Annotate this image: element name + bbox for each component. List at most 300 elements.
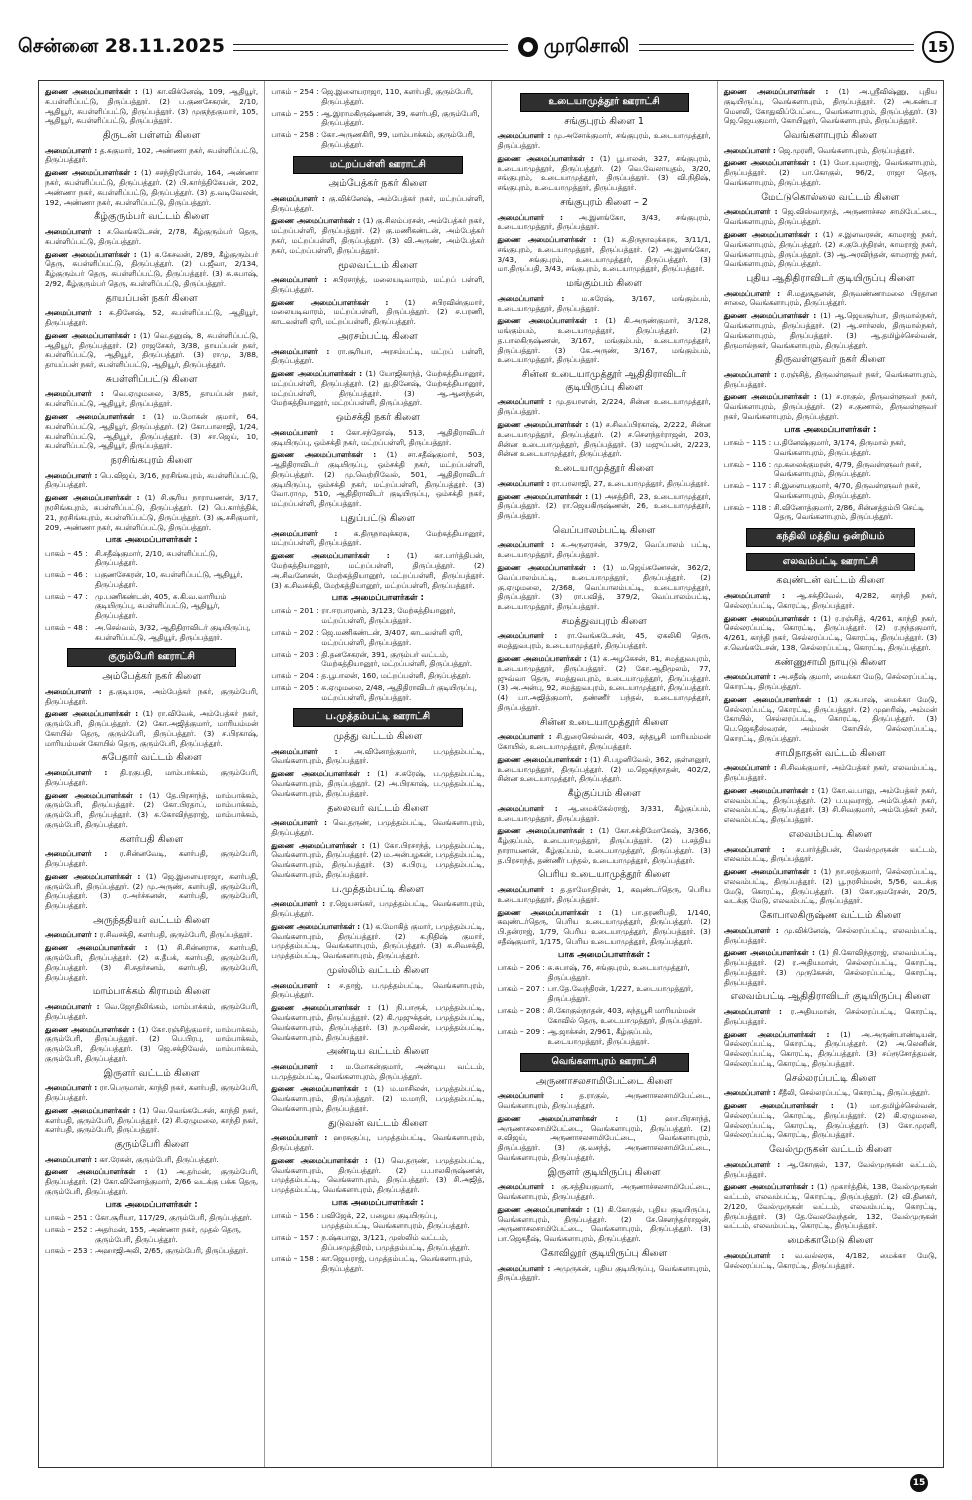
role-label: துணை அமைப்பாளர்கள் : [723, 1029, 830, 1039]
member-entry [724, 392, 937, 421]
member-entry [724, 867, 937, 906]
branch-heading: சுபள்ளிப்பட்டு கிளை [105, 373, 198, 385]
member-entry [45, 1167, 258, 1196]
part-number: பாகம் – 208 : [497, 1005, 545, 1015]
member-details: ரா.பாலாஜி, 27, உடையாமுத்தூர், திருப்பத்தூர். [551, 478, 710, 488]
paper-logo [508, 35, 640, 60]
part-details: சு.சுபாஷ், 76, சங்குபுரம், உடையாமுத்தூர், திருப்பத்தூர். [547, 962, 690, 982]
part-entry [45, 570, 258, 590]
subheading: பாக அமைப்பாளர்கள் : [105, 535, 198, 546]
branch-heading: அம்பேத்கர் நகர் கிளை [328, 178, 428, 190]
member-entry [724, 845, 937, 865]
member-details: மு.விக்னேஷ், செல்லரப்பட்டி, எலவம்பட்டி, திருப்பத்தூர். [723, 925, 937, 945]
branch-heading: களர்பதி கிளை [119, 833, 184, 845]
member-entry [724, 786, 937, 825]
member-entry [724, 672, 937, 692]
branch-heading: மேட்டுகொல்லை வட்டம் கிளை [761, 191, 900, 203]
member-details: ஆ.மைக்கேல்ராஜ், 3/331, கீழ்குப்பம், உடையாமுத்தூர், திருப்பத்தூர். [497, 803, 711, 823]
role-label: துணை அமைப்பாளர்கள் : [45, 871, 141, 881]
role-label: அமைப்பாளர் : [45, 308, 102, 318]
part-number: பாகம் – 251 : [45, 1212, 93, 1222]
role-label: துணை அமைப்பாளர்கள் : [497, 316, 598, 326]
member-entry [45, 308, 258, 328]
member-details: மு.தயாளன், 2/224, சின்ன உடையாமுத்தூர், திருப்பத்தூர். [497, 397, 711, 417]
member-entry [724, 1251, 937, 1271]
part-entry [724, 460, 937, 480]
role-label: அமைப்பாளர் : [45, 1154, 98, 1164]
member-entry [45, 943, 258, 982]
member-details: ரா.சூரியா, அரசம்பட்டி, மட்றப் பள்ளி, திருப்பத்தூர். [271, 346, 485, 366]
branch-heading: கீழ்குரும்பர் வட்டம் கிளை [94, 211, 210, 223]
role-label: அமைப்பாளர் : [271, 275, 327, 285]
member-details: (1) ஜெ.இளையராஜா, களர்பதி, குரும்பேரி, திருப்பத்தூர். (2) மு.அருண், களர்பதி, குரும்பேரி, திருப்பத்தூர். (3) ர.அர்ச்சுனன், களர்பதி, குரும்பேரி, திருப்பத்தூர். [45, 871, 259, 911]
part-entry [271, 1254, 484, 1274]
part-details: அதர்மன், 155, அண்ணா நகர், முதல் தெரு, குரும்பேரி, திருப்பத்தூர். [95, 1224, 242, 1244]
role-label: துணை அமைப்பாளர்கள் : [497, 907, 602, 917]
member-details: (1) கு.சிலம்பரசன், அம்பேத்கர் நகர், மட்றப்பள்ளி, திருப்பத்தூர். (2) கு.மணிகண்டன், அம்பேத்கர் நகர், மட்றப்பள்ளி, திருப்பத்தூர். (3) வி.அருண், அம்பேத்கர் நகர், மட்றப்பள்ளி, திருப்பத்தூர். [271, 216, 485, 255]
member-details: (1) கி.அருண்குமார், 3/128, மங்கும்பம், உடையாமுத்தூர், திருப்பத்தூர். (2) த.பாலகிருஷ்ணன், 3/167, மங்கும்பம், உடையாமுத்தூர், திருப்பத்தூர். (3) கே.அருண், 3/167, மங்கும்பம், உடையாமுத்தூர், திருப்பத்தூர். [497, 316, 711, 365]
branch-heading: வெங்களாபுரம் கிளை [783, 130, 878, 142]
part-number: பாகம் – 157 : [271, 1232, 319, 1242]
role-label: துணை அமைப்பாளர்கள் : [723, 1101, 834, 1111]
role-label: அமைப்பாளர் : [271, 193, 325, 203]
part-entry [498, 984, 711, 1004]
member-details: சி.துரைசெல்வன், 403, சுந்தபூசி மாரியம்மன் கோயில், உடையாமுத்தூர், திருப்பத்தூர். [497, 732, 711, 752]
part-entry [724, 481, 937, 501]
member-entry [498, 732, 711, 752]
role-label: அமைப்பாளர் : [45, 389, 104, 399]
role-label: அமைப்பாளர் : [723, 145, 776, 155]
member-entry [271, 1133, 484, 1153]
part-entry [45, 592, 258, 621]
part-details: ப.தினேஷ்குமார், 3/174, திருமால் நகர், வெங்களாபுரம், திருப்பத்தூர். [773, 437, 907, 457]
member-details: (1) சபிரவின்குமார், மலையடிவாரம், மட்றப்பள்ளி, திருப்பத்தூர். (2) ச.பரணி, காடவள்ளி ஏரி, மட்றப்பள்ளி, திருப்பத்தூர். [271, 297, 485, 327]
role-label: அமைப்பாளர் : [271, 346, 330, 356]
part-entry [498, 1027, 711, 1047]
member-details: (1) கோ.பிரசாந்த், பமுத்தம்பட்டி, வெங்களாபுரம், திருப்பத்தூர். (2) ம.அன்பழகன், பமுத்தம்பட்டி, வெங்களாபுரம், திருப்பத்தூர். (3) சு.பிரபு, பமுத்தம்பட்டி, வெங்களாபுரம், திருப்பத்தூர். [271, 840, 485, 879]
member-entry [498, 1091, 711, 1111]
member-details: ர.அதியமான், செல்லரப்பட்டி, கொரட்டி, திருப்பத்தூர். [723, 1007, 937, 1026]
member-entry [498, 631, 711, 651]
member-entry [498, 1205, 711, 1244]
role-label: அமைப்பாளர் : [271, 818, 327, 828]
member-details: (1) க.திருநாவுக்கரசு, 3/11/1, சங்குபுரம், உடையாமுத்தூர், திருப்பத்தூர். (2) அ.இளங்கோ, 3/43, சங்குபுரம், உடையாமுத்தூர், திருப்பத்தூர். (3) மா.திருப்பதி, 3/43, சங்குபுரம், உடையாமுத்தூர், திருப்பத்தூர். [497, 235, 711, 274]
role-label: அமைப்பாளர் : [45, 686, 102, 696]
part-details: அஹாஜிஅலி, 2/65, குரும்பேரி, திருப்பத்தூர். [95, 1246, 249, 1256]
part-number: பாகம் – 203 : [271, 649, 319, 659]
member-details: (1) சா.சதீஷ்குமார், 503, ஆதிதிராவிடர் குடியிருப்பு, ஒம்சக்தி நகர், மட்றப்பள்ளி, திருப்பத்தூர். (2) மு.வெற்றிவேல், 501, ஆதிதிராவிடர் குடியிருப்பு, ஒம்சக்தி நகர், மட்றப்பள்ளி, திருப்பத்தூர். (3) வோ.ராமு, 510, ஆதிதிராவிடர் குடியிருப்பு, ஒம்சக்தி நகர், மட்றப்பள்ளி, திருப்பத்தூர். [271, 450, 485, 509]
role-label: துணை அமைப்பாளர்கள் : [45, 168, 138, 178]
branch-heading: ஒம்சக்தி நகர் கிளை [335, 412, 420, 424]
part-number: பாகம் – 118 : [723, 502, 772, 512]
part-details: பகுணசேகரன், 10, சுபள்ளிப்பட்டு, ஆதியூர், திருப்பத்தூர். [95, 570, 243, 589]
member-entry [498, 213, 711, 233]
part-number: பாகம் – 46 : [45, 570, 88, 580]
part-number: பாகம் – 207 : [497, 984, 545, 994]
member-entry [271, 1003, 484, 1042]
member-details: சு.தினேஷ், 52, சுபள்ளிப்பட்டு, ஆதியூர், திருப்பத்தூர். [45, 308, 259, 327]
part-details: சி.சதீஷ்குமார், 2/10, சுபள்ளிப்பட்டு, திருப்பத்தூர். [95, 548, 218, 568]
member-details: ச.பார்த்திபன், வேல்முருகன் வட்டம், எலவம்பட்டி, திருப்பத்தூர். [723, 844, 937, 864]
member-entry [724, 87, 937, 126]
role-label: துணை அமைப்பாளர்கள் : [723, 613, 817, 623]
branch-heading: எலவம்பட்டி கிளை [788, 828, 873, 840]
member-entry [45, 471, 258, 491]
member-entry [271, 981, 484, 1001]
branch-heading: புதுப்பட்டு கிளை [340, 513, 416, 525]
section-banner: உடையாமுத்தூர் ஊராட்சி [520, 93, 689, 112]
masthead [18, 30, 954, 64]
role-label: துணை அமைப்பாளர்கள் : [497, 420, 589, 430]
member-details: (1) சி.சூரிய நாராயணன், 3/17, நரசிங்கபுரம், சுபள்ளிப்பட்டு, திருப்பத்தூர். (2) பெ.கார்த்திக், 21, நரசிங்கபுரம், சுபள்ளிப்பட்டு, திருப்பத்தூர். (3) சூ.சசிகுமார், 209, அண்ணா நகர், சுபள்ளிப்பட்டு, திருப்பத்தூர். [45, 493, 259, 532]
role-label: அமைப்பாளர் : [497, 1263, 551, 1273]
member-entry [45, 1002, 258, 1022]
branch-heading: மாம்பாக்கம் கிராமம் கிளை [92, 986, 211, 998]
part-details: தி.தனசேகரன், 391, குரும்பர் வட்டம், மேற்கத்தியானூர், மட்றப்பள்ளி, திருப்பத்தூர். [321, 649, 473, 669]
member-entry [271, 529, 484, 549]
member-details: ர.சிவசக்தி, களர்பதி, குரும்பேரி, திருப்பத்தூர். [99, 930, 253, 940]
role-label: துணை அமைப்பாளர்கள் : [45, 943, 148, 953]
role-label: அமைப்பாளர் : [45, 930, 98, 940]
section-banner: ப.முத்தம்பட்டி ஊராட்சி [293, 708, 462, 727]
role-label: அமைப்பாளர் : [723, 288, 781, 298]
role-label: துணை அமைப்பாளர்கள் : [271, 840, 365, 850]
branch-heading: அம்பேத்கர் நகர் கிளை [102, 671, 201, 683]
member-entry [271, 841, 484, 880]
role-label: துணை அமைப்பாளர்கள் : [271, 769, 370, 779]
member-details: கு.விக்னேஷ், அம்பேத்கர் நகர், மட்றப்பள்ளி, திருப்பத்தூர். [271, 193, 485, 213]
member-entry [45, 87, 258, 126]
member-entry [271, 194, 484, 214]
member-details: த.ராகுல், அருணாசலசாமிபேட்டை, வெங்களாபுரம், திருப்பத்தூர். [497, 1091, 711, 1110]
member-details: ர.ரஞ்சித், திருவள்ளுவர் நகர், வெங்களாபுரம், திருப்பத்தூர். [723, 369, 938, 389]
branch-heading: அண்டிய வட்டம் கிளை [326, 1046, 430, 1058]
member-entry [498, 563, 711, 612]
member-details: ர.ஜெயசங்கர், பமுத்தம்பட்டி, வெங்களாபுரம், திருப்பத்தூர். [271, 899, 485, 919]
role-label: அமைப்பாளர் : [723, 369, 778, 379]
member-entry [45, 227, 258, 247]
member-entry [45, 389, 258, 409]
member-details: (1) சி.சின்னராசு, களர்பதி, குரும்பேரி, திருப்பத்தூர். (2) க.தீபக், களர்பதி, குரும்பேரி, திருப்பத்தூர். (3) சி.சுதர்சனம், களர்பதி, குரும்பேரி, திருப்பத்தூர். [45, 943, 259, 982]
role-label: அமைப்பாளர் : [497, 478, 550, 488]
part-entry [45, 1246, 258, 1256]
member-entry [271, 818, 484, 838]
part-entry [498, 963, 711, 983]
member-details: வெ.ஏழுமலை, 3/85, தாயப்பன் நகர், சுபள்ளிப்பட்டு, ஆதியூர், திருப்பத்தூர். [45, 389, 259, 409]
member-details: (1) அ.ஸ்ரீவிஷ்ணு, புதிய குடியிருப்பு, வெங்களாபுரம், திருப்பத்தூர். (2) அ.கண்டர மௌலி, கோதுவிப்பேட்டை, வெங்களாபுரம், திருப்பத்தூர். (3) ஜெ.ஜெயகுமார், கோயிலூர், வெங்களாபுரம், திருப்பத்தூர். [723, 87, 937, 126]
member-details: வெ.ஜோதிலிங்கம், மாம்பாக்கம், குரும்பேரி, திருப்பத்தூர். [45, 1001, 259, 1021]
member-details: வெ.தருண், பமுத்தம்பட்டி, வெங்களாபுரம், திருப்பத்தூர். [271, 818, 485, 837]
role-label: அமைப்பாளர் : [271, 528, 338, 538]
member-entry [271, 747, 484, 767]
role-label: அமைப்பாளர் : [45, 226, 101, 236]
part-number: பாகம் – 253 : [45, 1246, 93, 1256]
part-details: த.பூபாலன், 160, மட்றப்பள்ளி, திருப்பத்தூர். [321, 671, 471, 681]
role-label: துணை அமைப்பாளர்கள் : [45, 709, 139, 719]
part-number: பாகம் – 117 : [723, 481, 772, 491]
role-label: அமைப்பாளர் : [45, 849, 108, 859]
member-details: பெ.விஜய், 3/16, நரசிங்கபுரம், சுபள்ளிப்பட்டு, திருப்பத்தூர். [45, 470, 259, 490]
member-details: ம.மோகன்குமார், அண்டிய வட்டம், ப.முத்தம்பட்டி, வெங்களாபுரம், திருப்பத்தூர். [271, 1061, 485, 1081]
part-details: ஜெ.மணிகண்டன், 3/407, காடவள்ளி ஏரி, மட்றப்பள்ளி, திருப்பத்தூர். [321, 628, 463, 647]
part-number: பாகம் – 115 : [723, 437, 772, 447]
member-entry [271, 428, 484, 448]
member-details: ஹரசுகுப்பு, பமுத்தம்பட்டி, வெங்களாபுரம், திருப்பத்தூர். [271, 1133, 485, 1153]
member-details: (1) ச.ராகுல், திருவள்ளுவர் நகர், வெங்களாபுரம், திருப்பத்தூர். (2) ச.குணால், திருவள்ளுவர் நகர், வெங்களாபுரம், திருப்பத்தூர். [723, 392, 937, 421]
column-1 [39, 81, 265, 1467]
role-label: துணை அமைப்பாளர்கள் : [271, 297, 389, 307]
role-label: துணை அமைப்பாளர்கள் : [497, 1204, 590, 1214]
part-entry [271, 130, 484, 150]
part-number: பாகம் – 204 : [271, 671, 319, 681]
branch-heading: நரசிங்கபுரம் கிளை [110, 455, 193, 467]
member-details: (1) கி.கோகுல், புதிய குடியிருப்பு, வெங்களாபுரம், திருப்பத்தூர். (2) சே.சௌந்தர்ராஜன், அருணாசலசாமிபேட்டை, வெங்களாபுரம், திருப்பத்தூர். (3) பா.ஜெகதீஷ், வெங்களாபுரம், திருப்பத்தூர். [497, 1204, 711, 1244]
part-details: ரா.ஈரபாரனம், 3/123, மேற்கத்தியானூர், மட்றப்பள்ளி, திருப்பத்தூர். [321, 606, 456, 626]
member-details: (1) முகார்த்திக், 138, வேல்முருகன் வட்டம், எலவம்பட்டி, கொரட்டி, திருப்பத்தூர். (2) வி.தினகர், 2/120, வேல்முருகன் வட்டம், எலவம்பட்டி, கொரட்டி, திருப்பத்தூர். (3) தே.வேலவேந்தன், 132, வேல்முருகன் வட்டம், எலவம்பட்டி, கொரட்டி, திருப்பத்தூர். [723, 1182, 937, 1231]
member-details: (1) பூபாலன், 327, சங்குபுரம், உடையாமுத்தூர், திருப்பத்தூர். (2) வெ.வேலாயுதம், 3/20, சங்குபுரம், உடையாமுத்தூர், திருப்பத்தூர். (3) வி.நிதிஷ், சங்குபுரம், உடையாமுத்தூர், திருப்பத்தூர். [497, 153, 711, 193]
branch-heading: சாமிநாதன் வட்டம் கிளை [775, 747, 886, 759]
role-label: துணை அமைப்பாளர்கள் : [723, 392, 817, 402]
member-entry [271, 899, 484, 919]
member-entry [724, 158, 937, 187]
role-label: துணை அமைப்பாளர்கள் : [45, 790, 143, 800]
role-label: துணை அமைப்பாளர்கள் : [723, 948, 815, 958]
branch-heading: அருந்ததியர் வட்டம் கிளை [93, 914, 211, 926]
member-entry [271, 1084, 484, 1113]
role-label: அமைப்பாளர் : [497, 884, 554, 894]
member-details: (1) நி.கோவிந்தராஜ், எலவம்பட்டி, திருப்பத்தூர். (2) ர.அதியமான், செல்லரப்பட்டி, கொரட்டி, திருப்பத்தூர். (3) முருகேசன், செல்லரப்பட்டி, கொரட்டி, திருப்பத்தூர். [723, 948, 937, 987]
role-label: துணை அமைப்பாளர்கள் : [723, 867, 817, 877]
branch-heading: புதிய ஆதிதிராவிடர் குடியிருப்பு கிளை [746, 273, 915, 285]
subheading: பாக அமைப்பாளர்கள் : [784, 424, 877, 435]
role-label: அமைப்பாளர் : [271, 1133, 328, 1143]
footer-page-number: 15 [910, 1474, 928, 1492]
member-entry [498, 492, 711, 521]
member-entry [45, 1025, 258, 1064]
part-details: சி.வினோத்குமார், 2/86, சின்னத்தம்பி செட்டி தெரு, வெங்களாபுரம், திருப்பத்தூர். [773, 502, 924, 522]
member-details: த.தாமோதிரன், 1, கவுண்டர்தெரு, பெரிய உடையாமுத்தூர், திருப்பத்தூர். [497, 884, 711, 904]
member-entry [271, 922, 484, 961]
part-number: பாகம் – 205 : [271, 682, 319, 692]
branch-heading: சின்ன உடையாமுத்தூர் கிளை [539, 716, 669, 728]
branch-heading: வேல்முருகன் வட்டம் கிளை [768, 1144, 892, 1156]
edition-date: சென்னை 28.11.2025 [18, 34, 225, 57]
role-label: அமைப்பாளர் : [497, 1091, 564, 1101]
member-details: ஜெ.விஸ்வாநாத், அருணாச்சல சாமிபேட்டை, வெங்களாபுரம், திருப்பத்தூர். [723, 207, 937, 227]
member-entry [724, 146, 937, 156]
member-details: ரா.பெருமாள், காந்தி நகர், களர்பதி, குரும்பேரி, திருப்பத்தூர். [45, 1083, 259, 1102]
part-details: பவிஜேக், 22, பழைய குடியிருப்பு, பமுத்தம்பட்டி, வெங்களாபுரம், திருப்பத்தூர். [321, 1211, 470, 1230]
role-label: துணை அமைப்பாளர்கள் : [45, 249, 137, 259]
part-entry [271, 683, 484, 703]
role-label: அமைப்பாளர் : [271, 980, 331, 990]
part-details: கோ.சூரியா, 117/29, குரும்பேரி, திருப்பத்தூர். [95, 1212, 252, 1222]
member-entry [724, 1088, 937, 1098]
member-details: (1) மோ.யுவராஜ், வெங்களாபுரம், திருப்பத்தூர். (2) பா.கோகுல், 96/2, ராஜா தெரு, வெங்களாபுரம், திருப்பத்தூர். [723, 158, 937, 188]
part-details: அ.செல்வம், 3/32, ஆதிதிராவிடர் குடியிருப்பு, சுபள்ளிப்பட்டு, ஆதியூர், திருப்பத்தூர். [95, 622, 251, 642]
member-details: (1) கு.சுபாஷ், மைக்கா மேடு, செல்லரப்பட்டி, கொரட்டி, திருப்பத்தூர். (2) முஹரிஷ், அம்மன் கோயில், செல்லரப்பட்டி, கொரட்டி, திருப்பத்தூர். (3) பெ.ஜெகதீஸ்வரன், அம்மன் கோயில், செல்லரப்பட்டி, கொரட்டி, திருப்பத்தூர். [723, 694, 937, 743]
member-details: (1) கோ.வ.பாலு, அம்பேத்கர் நகர், எலவம்பட்டி, திருப்பத்தூர். (2) ப.யுவராஜ், அம்பேத்கர் நகர், எலவம்பட்டி, திருப்பத்தூர். (3) சி.சிவகுமார், அம்பேத்கர் நகர், எலவம்பட்டி, திருப்பத்தூர். [723, 785, 937, 825]
member-entry [271, 769, 484, 798]
member-entry [271, 298, 484, 327]
part-number: பாகம் – 116 : [723, 459, 772, 469]
member-entry [498, 316, 711, 365]
member-entry [498, 235, 711, 274]
branch-heading: சுபேதார் வட்டம் கிளை [101, 752, 202, 764]
part-number: பாகம் – 258 : [271, 130, 319, 140]
part-details: ஆ.ஜாக்சன், 2/961, கீழ்குப்பம், உடையாமுத்தூர், திருப்பத்தூர். [547, 1027, 653, 1047]
role-label: அமைப்பாளர் : [45, 767, 108, 777]
branch-heading: சங்குபுரம் கிளை – 2 [560, 196, 648, 208]
role-label: அமைப்பாளர் : [45, 470, 98, 480]
part-details: ஆ.இராமகிருஷ்ணன், 39, களர்பதி, குரும்பேரி, திருப்பத்தூர். [321, 108, 480, 128]
branch-heading: கண்ணுசாமி நாயுடு கிளை [774, 656, 886, 668]
branch-heading: சின்ன உடையாமுத்தூர் ஆதிதிராவிடர் குடியிருப்பு கிளை [521, 369, 687, 393]
member-details: (1) கோ.ரஞ்சித்குமார், மாம்பாக்கம், குரும்பேரி, திருப்பத்தூர். (2) பெ.பிரபு, மாம்பாக்கம், குரும்பேரி, திருப்பத்தூர். (3) ஜெ.சக்திவேல், மாம்பாக்கம், குரும்பேரி, திருப்பத்தூர். [45, 1024, 259, 1063]
part-details: கா.ஜெயராஜ், பமுத்தம்பட்டி, வெங்களாபுரம், திருப்பத்தூர். [321, 1254, 473, 1274]
part-number: பாகம் – 255 : [271, 108, 319, 118]
role-label: துணை அமைப்பாளர்கள் : [723, 87, 829, 96]
role-label: அமைப்பாளர் : [723, 844, 785, 854]
member-details: கு.சத்தியகுமார், அருணாச்சலசாமிபேட்டை, வெங்களாபுரம், திருப்பத்தூர். [497, 1182, 711, 1202]
subheading: பாக அமைப்பாளர்கள் : [558, 949, 651, 960]
member-details: (1) ம.ஜெய்கணேசன், 362/2, வெப்பாலம்பட்டி, உடையாமுத்தூர், திருப்பத்தூர். (2) கு.ஏழுமலை, 2/368, வெப்பாலம்பட்டி, உடையாமுத்தூர், திருப்பத்தூர். (3) ரா.பவித், 379/2, வெப்பாலம்பட்டி, உடையாமுத்தூர், திருப்பத்தூர். [497, 562, 711, 612]
role-label: அமைப்பாளர் : [723, 1088, 776, 1098]
role-label: துணை அமைப்பாளர்கள் : [497, 654, 587, 663]
member-details: ச.தாஜ், ப.முத்தம்பட்டி, வெங்களாபுரம், திருப்பத்தூர். [271, 980, 485, 1000]
page-number-badge: 15 [922, 31, 954, 63]
branch-heading: அரசம்பட்டி கிளை [338, 330, 418, 342]
member-entry [45, 146, 258, 166]
section-banner: மட்றப்பள்ளி ஊராட்சி [293, 156, 462, 175]
role-label: துணை அமைப்பாளர்கள் : [497, 826, 593, 836]
role-label: துணை அமைப்பாளர்கள் : [723, 785, 815, 795]
role-label: துணை அமைப்பாளர்கள் : [723, 311, 817, 321]
role-label: துணை அமைப்பாளர்கள் : [45, 87, 138, 96]
member-details: சீதீலி, செல்லரப்பட்டி, கொரட்டி, திருப்பத்தூர். [778, 1088, 931, 1098]
part-entry [271, 671, 484, 681]
member-entry [498, 420, 711, 459]
role-label: துணை அமைப்பாளர்கள் : [497, 754, 588, 764]
member-details: (1) மா.தமிழ்ச்செல்வன், செல்லரப்பட்டி, கொரட்டி, திருப்பத்தூர். (2) கி.ஏழுமலை, செல்லரப்பட்டி, கொரட்டி, திருப்பத்தூர். (3) கோ.முரளி, செல்லரப்பட்டி, கொரட்டி, திருப்பத்தூர். [723, 1101, 937, 1140]
subheading: பாக அமைப்பாளர்கள் : [331, 593, 424, 604]
masthead-rule-left [233, 44, 508, 51]
member-details: (1) நா.சரத்குமார், செல்லரப்பட்டி, எலவம்பட்டி, திருப்பத்தூர். (2) பூ.நரசிம்மன், 5/56, வடக்கு மேடு, கொரட்டி, திருப்பத்தூர். (3) கோ.குமரேசன், 20/5, வடக்கு மேடு, எலவம்பட்டி, திருப்பத்தூர். [723, 867, 937, 906]
section-banner: வெங்களாபுரம் ஊராட்சி [520, 1053, 689, 1072]
member-details: (1) சசந்திரபோஸ், 164, அண்ணா நகர், சுபள்ளிப்பட்டு, திருப்பத்தூர். (2) பி.கார்த்திகேயன், 202, அண்ணா நகர், சுபள்ளிப்பட்டு, திருப்பத்தூர். (3) த.வடிவேலன், 192, அண்ணா நகர், சுபள்ளிப்பட்டு, திருப்பத்தூர். [45, 168, 259, 207]
member-details: சபிரசாந்த், மலையடிவாரம், மட்றப் பள்ளி, திருப்பத்தூர். [271, 275, 485, 294]
column-2 [265, 81, 491, 1467]
member-details: (1) பா.தரணிபதி, 1/140, கவுண்டர்தெரு, பெரிய உடையாமுத்தூர், திருப்பத்தூர். (2) பி.தன்ராஜ், 1/79, பெரிய உடையாமுத்தூர், திருப்பத்தூர். (3) சதீஷ்குமார், 1/175, பெரிய உடையாமுத்தூர், திருப்பத்தூர். [497, 907, 711, 946]
member-details: (1) ச.சுரேஷ், ப.முத்தம்பட்டி, வெங்களாபுரம், திருப்பத்தூர். (2) அ.பிரகாஷ், ப.முத்தம்பட்டி, வெங்களாபுரம், திருப்பத்தூர். [271, 769, 485, 798]
member-details: (1) தே.பிரசாந்த், மாம்பாக்கம், குரும்பேரி, திருப்பத்தூர். (2) கோ.பிரதாப், மாம்பாக்கம், குரும்பேரி, திருப்பத்தூர். (3) சு.கோவிந்தராஜ், மாம்பாக்கம், குரும்பேரி, திருப்பத்தூர். [45, 790, 259, 829]
branch-heading: மைக்காமேடு கிளை [787, 1235, 874, 1247]
role-label: துணை அமைப்பாளர்கள் : [271, 369, 363, 379]
column-3 [492, 81, 718, 1467]
member-entry [45, 412, 258, 451]
column-4 [718, 81, 943, 1467]
member-entry [271, 450, 484, 509]
role-label: அமைப்பாளர் : [723, 591, 785, 601]
part-entry [271, 87, 484, 107]
member-entry [271, 1156, 484, 1195]
member-details: ரா.வேங்கடேசன், 45, ஏகலிகி தெரு, சமத்துவபுரம், உடையாமுத்தூர், திருப்பத்தூர். [497, 631, 711, 651]
branch-heading: சமத்துவபுரம் கிளை [561, 615, 647, 627]
branch-heading: இருளர் குடியிருப்பு கிளை [547, 1166, 661, 1178]
member-details: கோ.சந்தோஷ், 513, ஆதிதிராவிடர் குடியிருப்பு, ஒம்சக்தி நகர், மட்றப்பள்ளி, திருப்பத்தூர். [271, 427, 485, 447]
role-label: அமைப்பாளர் : [45, 1083, 98, 1093]
role-label: அமைப்பாளர் : [723, 1159, 781, 1169]
part-number: பாகம் – 156 : [271, 1211, 319, 1221]
member-entry [498, 294, 711, 314]
branch-heading: குரும்பேரி கிளை [114, 1139, 189, 1151]
branch-heading: உடையாமுத்தூர் கிளை [554, 463, 654, 475]
part-entry [271, 650, 484, 670]
role-label: அமைப்பாளர் : [497, 397, 552, 407]
member-details: (1) ரா.விவேக், அம்பேத்கர் நகர், குரும்பேரி, திருப்பத்தூர். (2) கோ.அஜித்குமார், மாரியம்மன் கோயில் தெரு, குரும்பேரி, திருப்பத்தூர். (3) ச.பிரகாஷ், மாரியம்மன் கோயில் தெரு, குரும்பேரி, திருப்பத்தூர். [45, 709, 259, 748]
branch-heading: முஸ்லிம் வட்டம் கிளை [326, 965, 430, 977]
member-entry [45, 709, 258, 748]
member-details: அ.சதீஷ் குமார், மைக்கா மேடு, செல்லரப்பட்டி, கொரட்டி, திருப்பத்தூர். [723, 672, 937, 692]
part-details: சி.கோகுல்நாதன், 403, சுந்தபூசி மாரியம்மன் கோவில் தெரு, உடையாமுத்தூர், திருப்பத்தூர். [547, 1005, 703, 1025]
member-details: த.சுகுமார், 102, அண்ணா நகர், சுபள்ளிப்பட்டு, திருப்பத்தூர். [45, 145, 259, 165]
member-details: அ.வினோத்குமார், ப.முத்தம்பட்டி, வெங்களாபுரம், திருப்பத்தூர். [271, 746, 485, 766]
branch-heading: மூலவட்டம் கிளை [338, 259, 418, 271]
member-entry [45, 168, 258, 207]
member-entry [271, 1062, 484, 1082]
member-details: (1) கா.பார்த்திபன், மேற்கத்தியானூர், மட்றப்பள்ளி, திருப்பத்தூர். (2) அ.சிவனேசன், மேற்கத்தியானூர், மட்றப்பள்ளி, திருப்பத்தூர். (3) சு.சிவசக்தி, மேற்கத்தியானூர், மட்றப்பள்ளி, திருப்பத்தூர். [271, 551, 485, 590]
role-label: துணை அமைப்பாளர்கள் : [45, 493, 140, 503]
part-entry [45, 1213, 258, 1223]
part-details: மு.பணிகண்டன், 405, சு.கி.வ.வாரியம் குடியிருப்பு, சுபள்ளிப்பட்டு, ஆதியூர், திருப்பத்தூர். [95, 591, 227, 621]
role-label: துணை அமைப்பாளர்கள் : [271, 1084, 368, 1094]
part-entry [271, 1233, 484, 1253]
member-entry [45, 872, 258, 911]
role-label: அமைப்பாளர் : [723, 672, 777, 682]
section-banner: கந்திலி மத்திய ஒன்றியம் [746, 528, 915, 547]
role-label: அமைப்பாளர் : [497, 803, 558, 813]
part-entry [498, 1006, 711, 1026]
role-label: அமைப்பாளர் : [497, 293, 565, 303]
member-details: (1) வெ.வெங்கடேசன், காந்தி நகர், களர்பதி, குரும்பேரி, திருப்பத்தூர். (2) சி.ஏழுமலை, காந்தி நகர், களர்பதி, குரும்பேரி, திருப்பத்தூர். [45, 1105, 259, 1135]
member-entry [724, 926, 937, 946]
member-entry [45, 493, 258, 532]
role-label: துணை அமைப்பாளர்கள் : [497, 562, 596, 572]
part-details: ஜெ.இளையராஜா, 110, களர்பதி, குரும்பேரி, திருப்பத்தூர். [321, 87, 474, 106]
branch-heading: மங்கும்பம் கிளை [566, 278, 643, 290]
member-entry [498, 885, 711, 905]
member-entry [271, 216, 484, 255]
member-details: (1) சு.அழகேசன், 81, சமத்துவபுரம், உடையாமுத்தூர், திருப்பத்தூர். (2) கோ.ஆதிமூலம், 77, ஜுவ்வா தெரு, சமத்துவபுரம், உடையாமுத்தூர், திருப்பத்தூர். (3) அ.அன்பு, 92, சமத்துவபுரம், உடையாமுத்தூர், திருப்பத்தூர். (4) பா.அஜித்குமார், தண்ணீர் பந்தல், உடையாமுத்தூர், திருப்பத்தூர். [497, 654, 711, 712]
member-entry [724, 370, 937, 390]
member-details: (1) ச.இளவரசன், காமராஜ் நகர், வெங்களாபுரம், திருப்பத்தூர். (2) ச.குபேந்திரன், காமராஜ் நகர், வெங்களாபுரம், திருப்பத்தூர். (3) ஆ.அரவிந்தன், காமராஜ் நகர், வெங்களாபுரம், திருப்பத்தூர். [723, 229, 937, 269]
section-banner: குரும்பேரி ஊராட்சி [67, 648, 236, 667]
part-entry [45, 623, 258, 643]
part-entry [45, 549, 258, 569]
role-label: அமைப்பாளர் : [497, 131, 551, 141]
member-details: (1) அ.அருண்பாண்டியன், செல்லரப்பட்டி, கொரட்டி, திருப்பத்தூர். (2) அ.லெனின், செல்லரப்பட்டி, கொரட்டி, திருப்பத்தூர். (3) சப்ரூசோத்தமன், செல்லரப்பட்டி, கொரட்டி, திருப்பத்தூர். [723, 1029, 937, 1068]
member-entry [724, 763, 937, 783]
member-details: (1) நி.பாரூக், பமுத்தம்பட்டி, வெங்களாபுரம், திருப்பத்தூர். (2) கி.முஜுக்தன், பமுத்தம்பட்டி, வெங்களாபுரம், திருப்பத்தூர். (3) ந.முகிலன், பமுத்தம்பட்டி, வெங்களாபுரம், திருப்பத்தூர். [271, 1003, 485, 1042]
part-number: பாகம் – 252 : [45, 1224, 93, 1234]
member-details: (1) யோஜிகாந்த், மேற்கத்தியானூர், மட்றப்பள்ளி, திருப்பத்தூர். (2) து.தினேஷ், மேற்கத்தியானூர், மட்றப்பள்ளி, திருப்பத்தூர். (3) ஆ.ஆனந்தன், மேற்கத்தியானூர், மட்றப்பள்ளி, திருப்பத்தூர். [271, 369, 485, 408]
member-entry [498, 1114, 711, 1163]
role-label: அமைப்பாளர் : [723, 207, 778, 217]
paper-name: முரசொலி [543, 34, 630, 57]
member-entry [498, 826, 711, 865]
member-entry [498, 1182, 711, 1202]
member-entry [724, 289, 937, 309]
